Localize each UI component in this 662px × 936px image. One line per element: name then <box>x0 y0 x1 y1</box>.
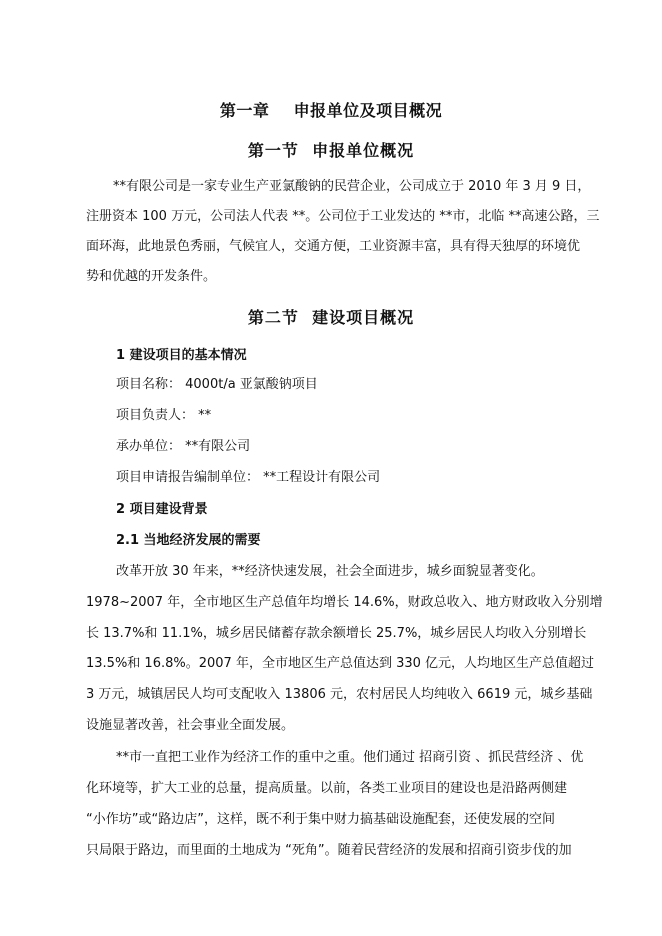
economy-line-2: 1978~2007 年，全市地区生产总值年均增长 14.6%，财政总收入、地方财政收入分别增 <box>86 595 603 610</box>
chapter-title: 第一章 申报单位及项目概况 <box>219 101 443 120</box>
section-1-title: 第一节 申报单位概况 <box>247 141 415 160</box>
project-name: 项目名称： 4000t/a 亚氯酸钠项目 <box>116 377 318 392</box>
industry-line-1: **市一直把工业作为经济工作的重中之重。他们通过 招商引资 、抓民营经济 、优 <box>116 750 584 765</box>
heading-local-economy: 2.1 当地经济发展的需要 <box>116 533 261 548</box>
industry-line-4: 只局限于路边，而里面的土地成为 “死角”。随着民营经济的发展和招商引资步伐的加 <box>86 843 572 858</box>
section-1-line-2: 注册资本 100 万元，公司法人代表 **。公司位于工业发达的 **市，北临 **高速公路，三 <box>86 209 600 224</box>
heading-background: 2 项目建设背景 <box>116 502 208 517</box>
economy-line-5: 3 万元，城镇居民人均可支配收入 13806 元，农村居民人均纯收入 6619 元，城乡基础 <box>86 687 593 702</box>
economy-line-4: 13.5%和 16.8%。2007 年，全市地区生产总值达到 330 亿元，人均地区生产总值超过 <box>86 656 595 671</box>
section-1-line-4: 势和优越的开发条件。 <box>86 269 217 284</box>
industry-line-2: 化环境等，扩大工业的总量，提高质量。以前，各类工业项目的建设也是沿路两侧建 <box>86 781 568 796</box>
section-1-line-1: **有限公司是一家专业生产亚氯酸钠的民营企业，公司成立于 2010 年 3 月 9 日， <box>113 179 591 194</box>
project-leader: 项目负责人： ** <box>116 408 212 423</box>
section-1-line-3: 面环海，此地景色秀丽，气候宜人，交通方便，工业资源丰富，具有得天独厚的环境优 <box>86 239 581 254</box>
economy-line-6: 设施显著改善，社会事业全面发展。 <box>86 718 295 733</box>
section-2-title: 第二节 建设项目概况 <box>247 308 415 327</box>
economy-line-3: 长 13.7%和 11.1%，城乡居民储蓄存款余额增长 25.7%，城乡居民人均收入分别增长 <box>86 626 587 641</box>
economy-line-1: 改革开放 30 年来，**经济快速发展，社会全面进步，城乡面貌显著变化。 <box>116 564 544 579</box>
undertaking-unit: 承办单位： **有限公司 <box>116 439 251 454</box>
report-unit: 项目申请报告编制单位： **工程设计有限公司 <box>116 470 381 485</box>
heading-basic-info: 1 建设项目的基本情况 <box>116 348 247 363</box>
industry-line-3: “小作坊”或“路边店”，这样，既不利于集中财力搞基础设施配套，还使发展的空间 <box>86 812 555 827</box>
